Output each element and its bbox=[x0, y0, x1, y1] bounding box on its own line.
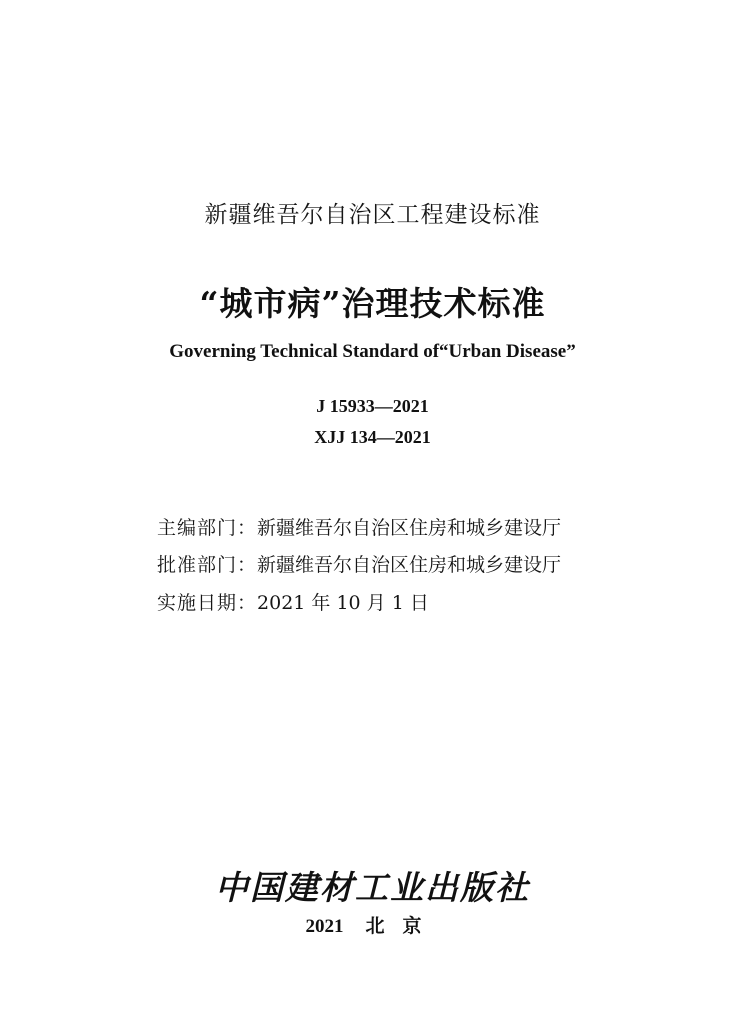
series-title: 新疆维吾尔自治区工程建设标准 bbox=[204, 202, 541, 228]
info-implementation-date bbox=[157, 588, 429, 615]
info-approval-department bbox=[157, 550, 561, 577]
info-value: 2021 年 10 月 1 日 bbox=[257, 592, 429, 614]
standard-code-j: J 15933—2021 bbox=[316, 396, 429, 416]
info-label: 主编部门： bbox=[157, 517, 258, 539]
info-value: 新疆维吾尔自治区住房和城乡建设厅 bbox=[257, 554, 562, 576]
english-title: Governing Technical Standard of“Urban Disease” bbox=[169, 341, 576, 362]
info-editor-department bbox=[157, 513, 561, 540]
standard-code-xjj: XJJ 134—2021 bbox=[314, 427, 431, 447]
publisher-logo-text: 中国建材工业出版社 bbox=[215, 868, 530, 907]
info-label: 批准部门： bbox=[157, 554, 258, 576]
info-label: 实施日期： bbox=[157, 592, 258, 614]
main-title: “城市病”治理技术标准 bbox=[199, 284, 546, 323]
info-value: 新疆维吾尔自治区住房和城乡建设厅 bbox=[257, 517, 562, 539]
publication-city: 北京 bbox=[365, 915, 440, 937]
publication-place bbox=[0, 911, 745, 938]
publication-year: 2021 bbox=[305, 916, 344, 937]
